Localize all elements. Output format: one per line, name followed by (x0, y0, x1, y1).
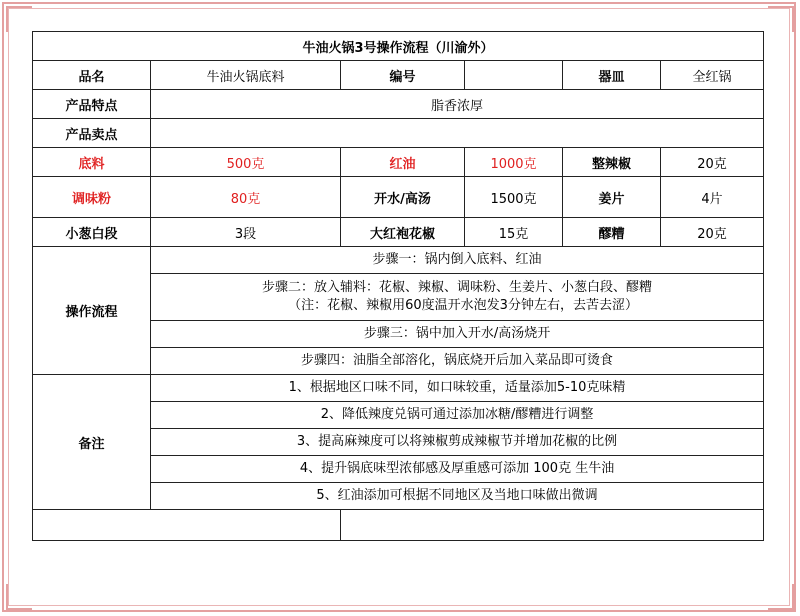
corner-ornament-top-right (768, 6, 794, 32)
ingredient-row (33, 177, 764, 218)
ingredient-label: 小葱白段 (33, 218, 151, 247)
process-step-note: （注：花椒、辣椒用60度温开水泡发3分钟左右，去苦去涩） (288, 298, 638, 313)
note-item: 5、红油添加可根据不同地区及当地口味做出微调 (151, 483, 764, 510)
process-step: 步骤一：锅内倒入底料、红油 (151, 247, 764, 274)
blank-cell (33, 510, 341, 541)
process-step: 步骤四：油脂全部溶化，锅底烧开后加入菜品即可烫食 (151, 348, 764, 375)
notes-label: 备注 (33, 375, 151, 510)
ingredient-label: 开水/高汤 (341, 177, 465, 218)
corner-ornament-bottom-left (6, 584, 32, 610)
info-row-selling (33, 119, 764, 148)
ingredient-label: 醪糟 (563, 218, 661, 247)
feature-value: 脂香浓厚 (151, 90, 764, 119)
title-row (33, 32, 764, 61)
ingredient-amount: 1500克 (465, 177, 563, 218)
corner-ornament-bottom-right (768, 584, 794, 610)
notes-row (33, 375, 764, 402)
process-step-with-note (151, 274, 764, 321)
ingredient-label: 红油 (341, 148, 465, 177)
corner-ornament-top-left (6, 6, 32, 32)
feature-label: 产品特点 (33, 90, 151, 119)
name-value: 牛油火锅底料 (151, 61, 341, 90)
ingredient-amount: 500克 (151, 148, 341, 177)
recipe-sheet (32, 31, 764, 541)
ingredient-label: 底料 (33, 148, 151, 177)
code-label: 编号 (341, 61, 465, 90)
ingredient-amount: 80克 (151, 177, 341, 218)
ingredient-row (33, 218, 764, 247)
vessel-label: 器皿 (563, 61, 661, 90)
vessel-value: 全红锅 (661, 61, 764, 90)
ingredient-amount: 3段 (151, 218, 341, 247)
code-value (465, 61, 563, 90)
ingredient-amount: 1000克 (465, 148, 563, 177)
ingredient-label: 整辣椒 (563, 148, 661, 177)
note-item: 4、提升锅底味型浓郁感及厚重感可添加 100克 生牛油 (151, 456, 764, 483)
ingredient-label: 大红袍花椒 (341, 218, 465, 247)
name-label: 品名 (33, 61, 151, 90)
blank-row (33, 510, 764, 541)
sheet-title: 牛油火锅3号操作流程（川渝外） (33, 32, 764, 61)
info-row-name (33, 61, 764, 90)
ingredient-row (33, 148, 764, 177)
blank-cell (341, 510, 764, 541)
process-row (33, 247, 764, 274)
ingredient-amount: 20克 (661, 148, 764, 177)
selling-value (151, 119, 764, 148)
ingredient-label: 调味粉 (33, 177, 151, 218)
ingredient-amount: 4片 (661, 177, 764, 218)
ingredient-label: 姜片 (563, 177, 661, 218)
process-label: 操作流程 (33, 247, 151, 375)
note-item: 1、根据地区口味不同，如口味较重，适量添加5-10克味精 (151, 375, 764, 402)
selling-label: 产品卖点 (33, 119, 151, 148)
process-step: 步骤二：放入辅料：花椒、辣椒、调味粉、生姜片、小葱白段、醪糟 (262, 280, 653, 295)
ingredient-amount: 20克 (661, 218, 764, 247)
ingredient-amount: 15克 (465, 218, 563, 247)
note-item: 3、提高麻辣度可以将辣椒剪成辣椒节并增加花椒的比例 (151, 429, 764, 456)
process-step: 步骤三：锅中加入开水/高汤烧开 (151, 321, 764, 348)
note-item: 2、降低辣度兑锅可通过添加冰糖/醪糟进行调整 (151, 402, 764, 429)
info-row-feature (33, 90, 764, 119)
